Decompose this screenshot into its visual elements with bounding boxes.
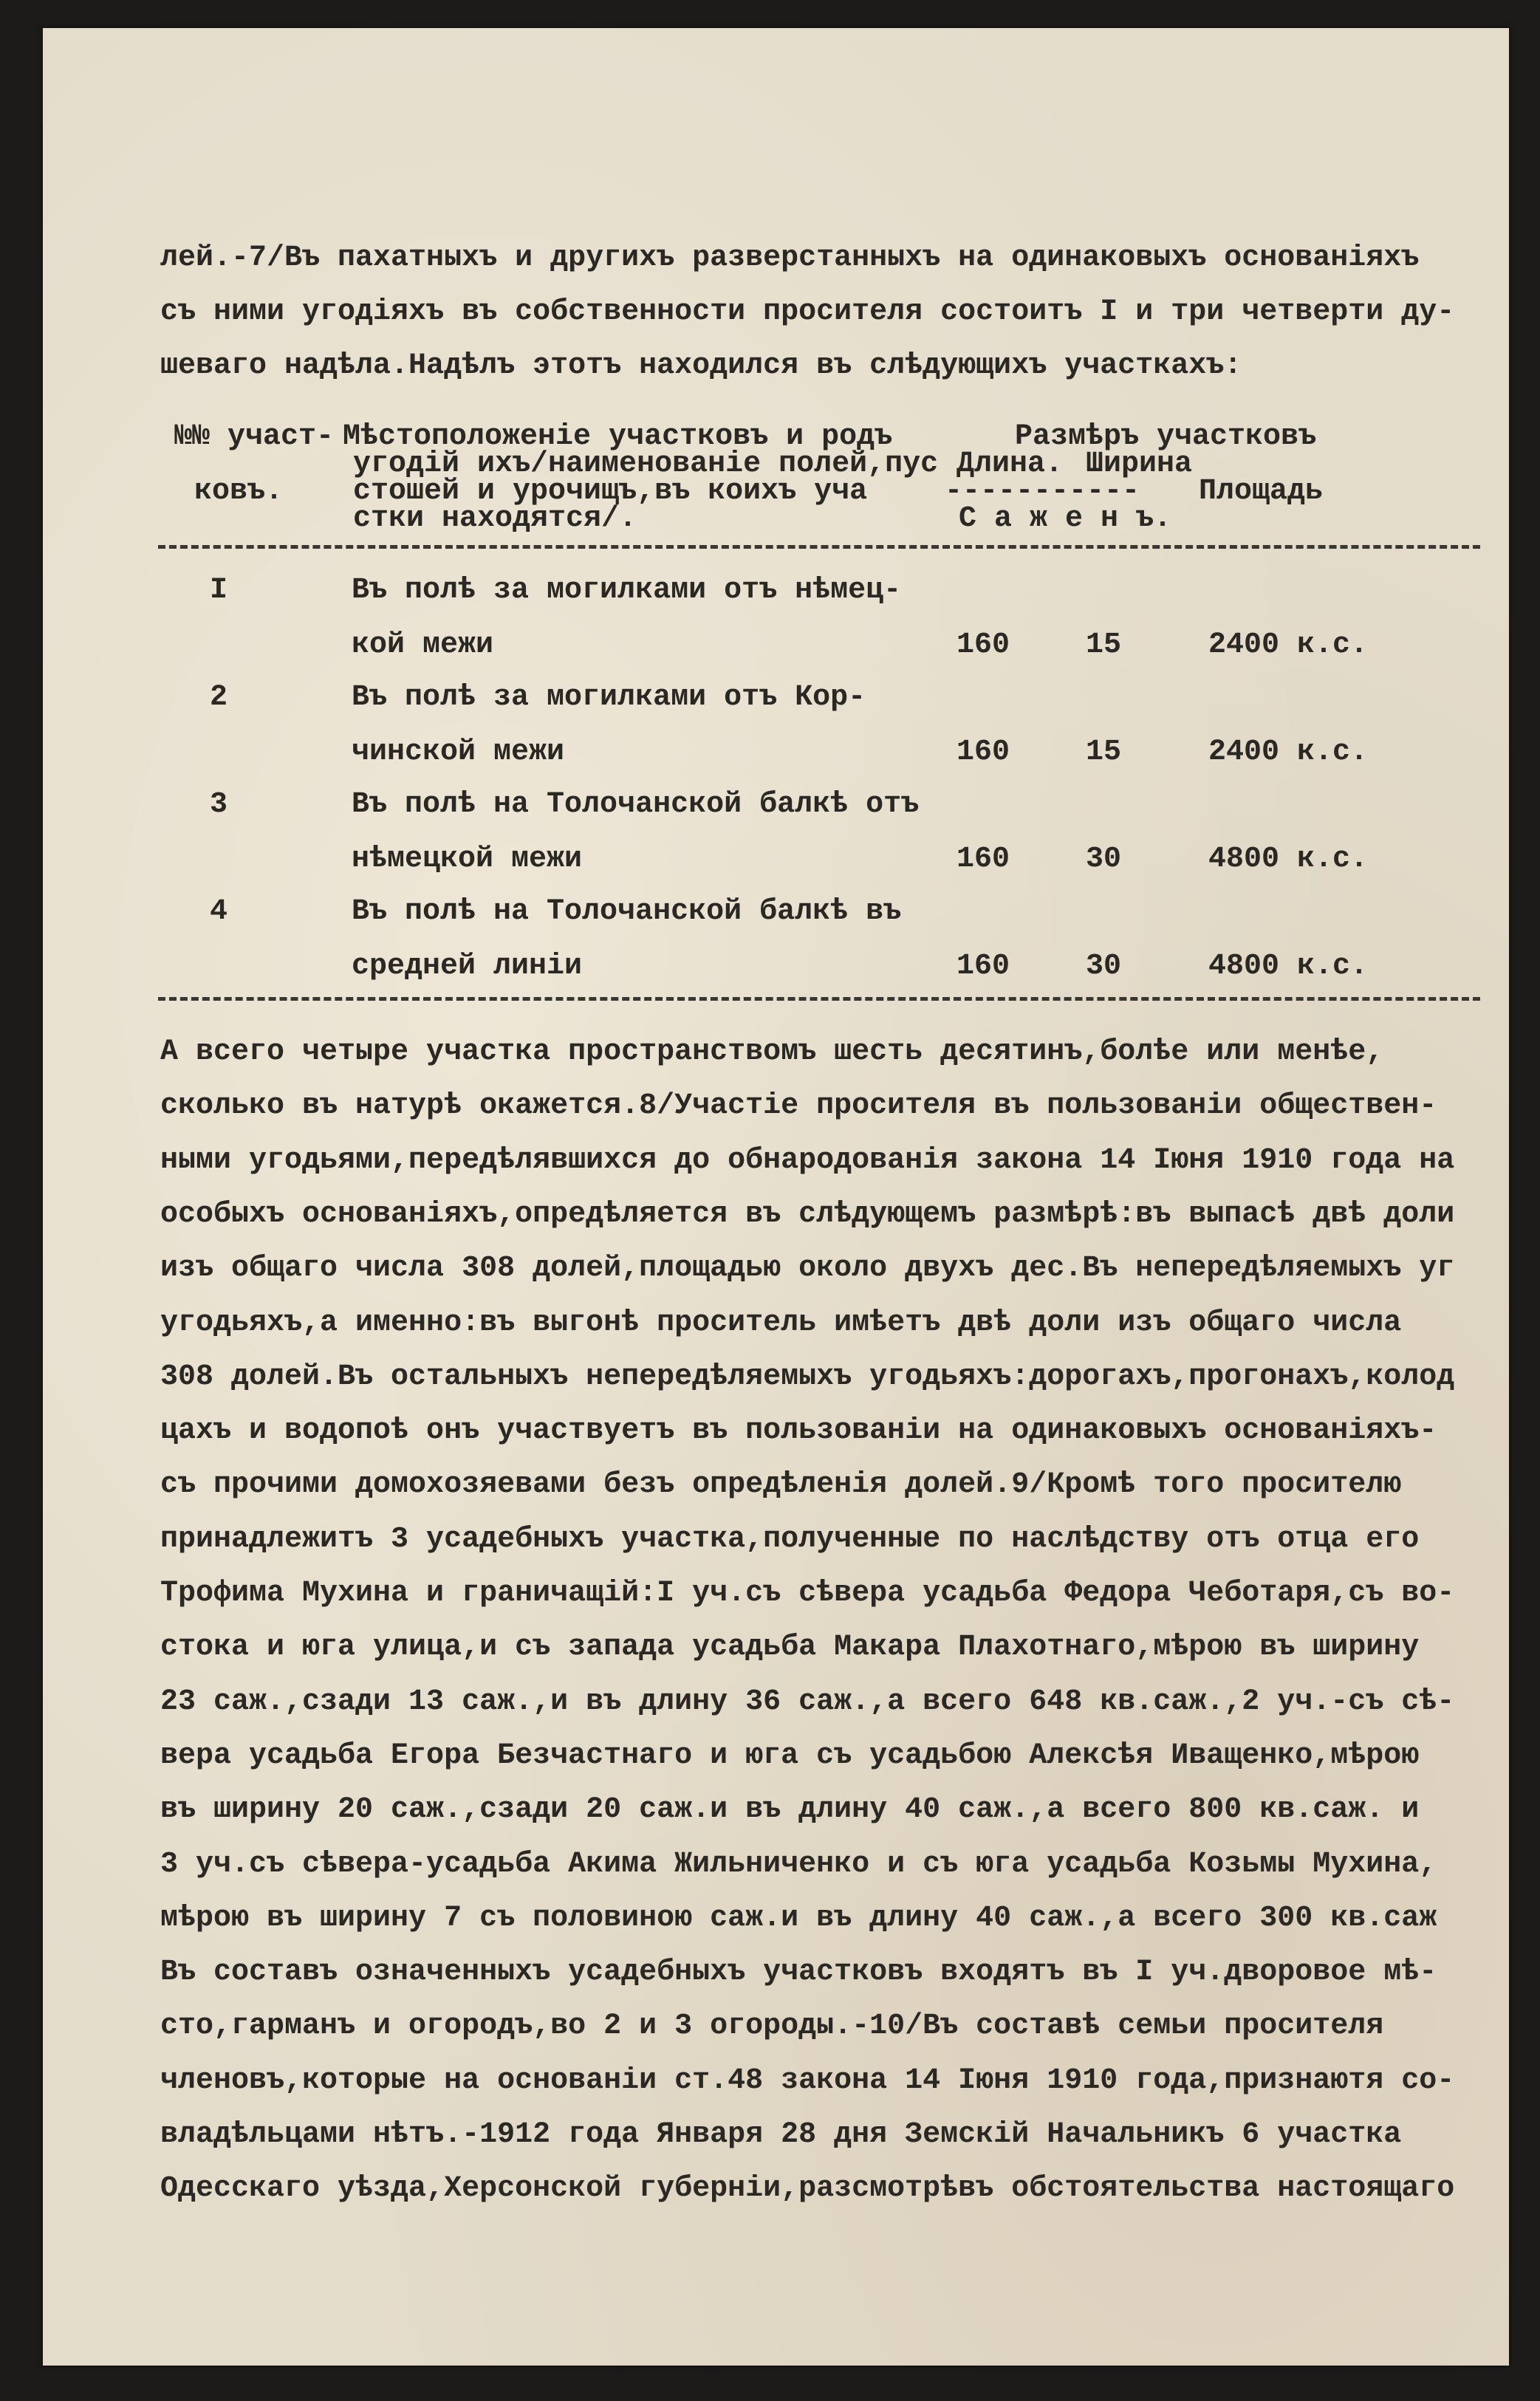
row-location-line2: чинской межи — [352, 736, 565, 769]
body-line: сто,гарманъ и огородъ,во 2 и 3 огороды.-10/Въ составѣ семьи просителя — [160, 2010, 1384, 2044]
row-area: 2400 к.с. — [1208, 736, 1369, 769]
body-line: Въ составъ означенныхъ усадебныхъ участковъ входятъ въ I уч.дворовое мѣ- — [160, 1956, 1437, 1990]
intro-line: лей.-7/Въ пахатныхъ и другихъ разверстанныхъ на одинаковыхъ основаніяхъ — [160, 242, 1420, 275]
header-location-2: угодій ихъ/наименованіе полей,пус — [353, 448, 939, 481]
header-unit: С а ж е н ъ. — [959, 502, 1172, 535]
body-line: съ прочими домохозяевами безъ опредѣленія долей.9/Кромѣ того просителю — [160, 1468, 1402, 1502]
row-area: 4800 к.с. — [1208, 843, 1369, 876]
row-location-line1: Въ полѣ на Толочанской балкѣ отъ — [352, 788, 920, 821]
body-line: 23 саж.,сзади 13 саж.,и въ длину 36 саж.,а всего 648 кв.саж.,2 уч.-съ сѣ- — [160, 1685, 1455, 1719]
body-line: принадлежитъ 3 усадебныхъ участка,полученные по наслѣдству отъ отца его — [160, 1522, 1420, 1556]
body-line: 3 уч.съ сѣвера-усадьба Акима Жильниченко и съ юга усадьба Козьмы Мухина, — [160, 1847, 1437, 1881]
row-number: I — [210, 574, 228, 607]
row-width: 15 — [1086, 736, 1122, 769]
header-location-1: Мѣстоположеніе участковъ и родъ — [343, 420, 893, 453]
row-number: 2 — [210, 681, 228, 714]
body-line: вера усадьба Егора Безчастнаго и юга съ усадьбою Алексѣя Иващенко,мѣрою — [160, 1739, 1420, 1773]
header-location-4: стки находятся/. — [353, 502, 637, 535]
header-num-line1: №№ участ- — [174, 420, 335, 453]
row-location-line1: Въ полѣ за могилками отъ Кор- — [352, 681, 866, 714]
header-width: Ширина — [1086, 448, 1193, 481]
header-location-3: стошей и урочищъ,въ коихъ уча — [353, 475, 868, 508]
body-line: ными угодьями,передѣлявшихся до обнародованія закона 14 Іюня 1910 года на — [160, 1143, 1455, 1177]
row-length: 160 — [956, 628, 1010, 662]
body-line: изъ общаго числа 308 долей,площадью около двухъ дес.Въ непередѣляемыхъ уг — [160, 1252, 1455, 1286]
body-line: членовъ,которые на основаніи ст.48 закона 14 Іюня 1910 года,признаютя со- — [160, 2063, 1455, 2097]
row-area: 2400 к.с. — [1208, 628, 1369, 662]
body-line: особыхъ основаніяхъ,опредѣляется въ слѣдующемъ размѣрѣ:въ выпасѣ двѣ доли — [160, 1197, 1455, 1231]
row-width: 30 — [1086, 843, 1122, 876]
row-length: 160 — [956, 736, 1010, 769]
row-location-line2: средней линіи — [352, 950, 583, 983]
header-size-title: Размѣръ участковъ — [1015, 420, 1317, 453]
body-line: 308 долей.Въ остальныхъ непередѣляемыхъ угодьяхъ:дорогахъ,прогонахъ,колод — [160, 1360, 1455, 1394]
intro-line: съ ними угодіяхъ въ собственности просителя состоитъ I и три четверти ду- — [160, 295, 1455, 329]
header-area: Площадь — [1199, 475, 1324, 508]
row-width: 30 — [1086, 950, 1122, 983]
body-line: цахъ и водопоѣ онъ участвуетъ въ пользованіи на одинаковыхъ основаніяхъ- — [160, 1414, 1437, 1448]
header-num-line2: ковъ. — [194, 475, 284, 508]
header-length: Длина. — [956, 448, 1064, 481]
row-number: 3 — [210, 788, 228, 821]
row-width: 15 — [1086, 628, 1122, 662]
body-line: сколько въ натурѣ окажется.8/Участіе просителя въ пользованіи обществен- — [160, 1089, 1437, 1123]
row-number: 4 — [210, 895, 228, 928]
row-length: 160 — [956, 950, 1010, 983]
intro-line: шеваго надѣла.Надѣлъ этотъ находился въ слѣдующихъ участкахъ: — [160, 349, 1242, 383]
body-line: Одесскаго уѣзда,Херсонской губерніи,разсмотрѣвъ обстоятельства настоящаго — [160, 2172, 1455, 2206]
body-line: А всего четыре участка пространствомъ шесть десятинъ,болѣе или менѣе, — [160, 1035, 1384, 1069]
row-area: 4800 к.с. — [1208, 950, 1369, 983]
body-line: угодьяхъ,а именно:въ выгонѣ проситель имѣетъ двѣ доли изъ общаго числа — [160, 1306, 1402, 1340]
row-location-line2: кой межи — [352, 628, 494, 662]
row-location-line1: Въ полѣ за могилками отъ нѣмец- — [352, 574, 902, 607]
body-line: стока и юга улица,и съ запада усадьба Макара Плахотнаго,мѣрою въ ширину — [160, 1631, 1420, 1665]
body-line: мѣрою въ ширину 7 съ половиною саж.и въ длину 40 саж.,а всего 300 кв.саж — [160, 1901, 1437, 1935]
row-location-line1: Въ полѣ на Толочанской балкѣ въ — [352, 895, 902, 928]
header-divider — [158, 545, 1480, 549]
row-length: 160 — [956, 843, 1010, 876]
body-line: владѣльцами нѣтъ.-1912 года Января 28 дня Земскій Начальникъ 6 участка — [160, 2118, 1402, 2151]
body-line: въ ширину 20 саж.,сзади 20 саж.и въ длину 40 саж.,а всего 800 кв.саж. и — [160, 1793, 1420, 1827]
body-line: Трофима Мухина и граничащій:I уч.съ сѣвера усадьба Федора Чеботаря,съ во- — [160, 1577, 1455, 1610]
header-dashes: ----------- — [945, 475, 1140, 508]
row-location-line2: нѣмецкой межи — [352, 843, 583, 876]
table-bottom-divider — [158, 997, 1480, 1001]
